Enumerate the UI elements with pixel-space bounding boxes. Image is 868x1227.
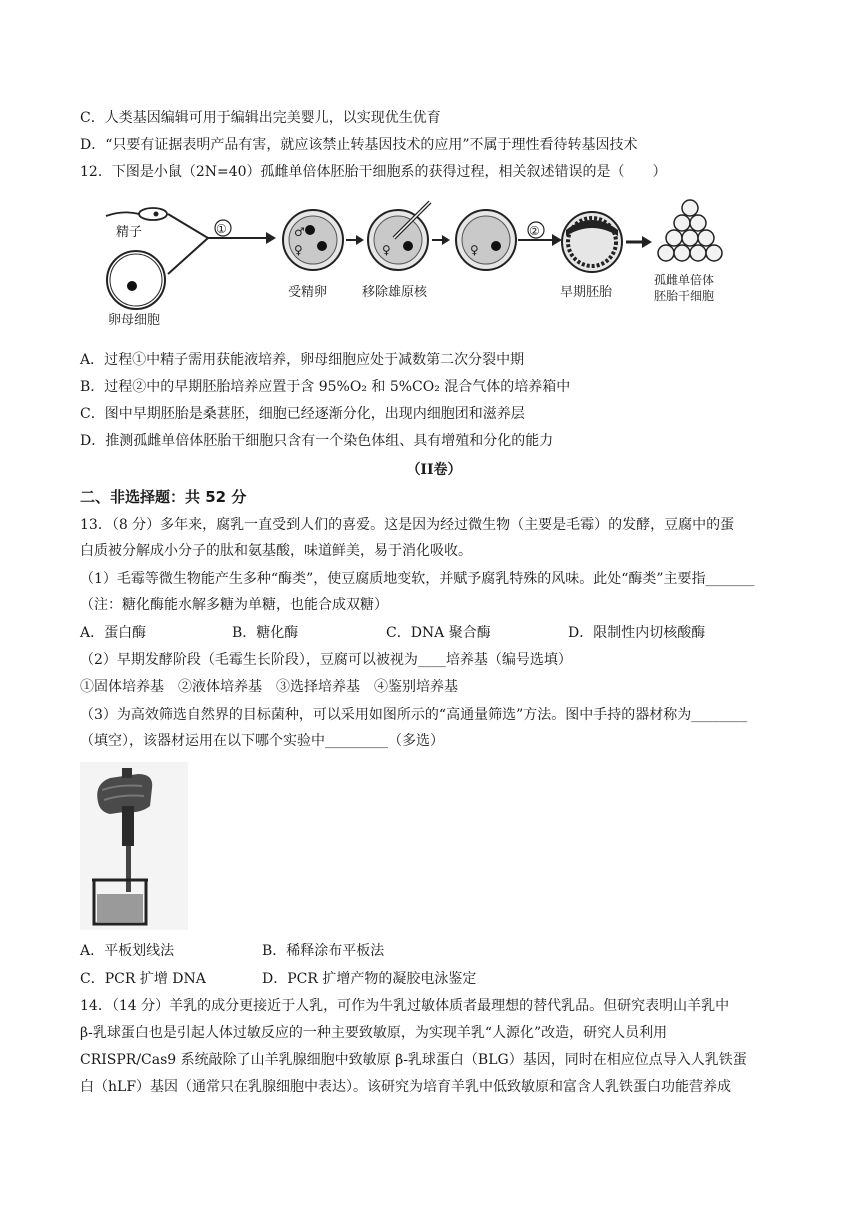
female-symbol: ♀ bbox=[294, 243, 303, 257]
q13-part2-options: ①固体培养基 ②液体培养基 ③选择培养基 ④鉴别培养基 bbox=[80, 679, 458, 695]
early-embryo bbox=[562, 212, 622, 272]
step2-marker: ② bbox=[529, 224, 540, 238]
q13-p1-option-c: C．DNA 聚合酶 bbox=[386, 625, 491, 641]
q13-p1-option-d: D．限制性内切核酸酶 bbox=[568, 625, 706, 641]
female-symbol-2: ♀ bbox=[382, 243, 391, 257]
q14-line-3: CRISPR/Cas9 系统敲除了山羊乳腺细胞中致敏原 β-乳球蛋白（BLG）基因，同时在相应位点导入人乳铁蛋 bbox=[80, 1052, 747, 1068]
removal-cell bbox=[368, 202, 430, 270]
zygote-label: 受精卵 bbox=[288, 285, 328, 300]
male-symbol: ♂ bbox=[294, 225, 305, 239]
q13-part1-a: （1）毛霉等微生物能产生多种“酶类”，使豆腐质地变软，并赋予腐乳特殊的风味。此处“酶类”主要指_______ bbox=[80, 571, 755, 587]
q11-option-c: C．人类基因编辑可用于编辑出完美婴儿，以实现优生优育 bbox=[80, 110, 441, 126]
q13-p3-option-c: C．PCR 扩增 DNA bbox=[80, 971, 206, 987]
q13-part1-b: （注：糖化酶能水解多糖为单糖，也能合成双糖） bbox=[80, 597, 388, 613]
q13-stem-2: 白质被分解成小分子的肽和氨基酸，味道鲜美，易于消化吸收。 bbox=[80, 543, 472, 559]
q12-option-c: C．图中早期胚胎是桑葚胚，细胞已经逐渐分化，出现内细胞团和滋养层 bbox=[80, 406, 525, 422]
q12-figure bbox=[98, 196, 728, 328]
early-embryo-label: 早期胚胎 bbox=[560, 285, 613, 300]
q12-stem: 12．下图是小鼠（2N=40）孤雌单倍体胚胎干细胞系的获得过程，相关叙述错误的是（ ） bbox=[80, 164, 667, 180]
q12-option-d: D．推测孤雌单倍体胚胎干细胞只含有一个染色体组、具有增殖和分化的能力 bbox=[80, 433, 554, 449]
final-label-2: 胚胎干细胞 bbox=[654, 289, 715, 303]
egg-label: 卵母细胞 bbox=[108, 313, 161, 328]
q13-p1-option-a: A．蛋白酶 bbox=[80, 625, 147, 641]
q14-line-1: 14．（14 分）羊乳的成分更接近于人乳，可作为牛乳过敏体质者最理想的替代乳品。但研究表明山羊乳中 bbox=[80, 998, 730, 1014]
q11-option-d: D．“只要有证据表明产品有害，就应该禁止转基因技术的应用”不属于理性看待转基因技术 bbox=[80, 137, 638, 153]
sperm-label: 精子 bbox=[116, 225, 143, 240]
q14-line-2: β-乳球蛋白也是引起人体过敏反应的一种主要致敏原，为实现羊乳“人源化”改造，研究人员利用 bbox=[80, 1025, 668, 1041]
q13-p3-option-b: B．稀释涂布平板法 bbox=[262, 943, 385, 959]
q13-p1-option-b: B．糖化酶 bbox=[232, 625, 299, 641]
q13-p3-option-a: A．平板划线法 bbox=[80, 943, 175, 959]
merge-lines bbox=[168, 214, 208, 274]
final-label-1: 孤雌单倍体 bbox=[654, 273, 715, 287]
zygote-cell bbox=[283, 210, 343, 270]
q14-line-4: 白（hLF）基因（通常只在乳腺细胞中表达）。该研究为培育羊乳中低致敏原和富含人乳铁蛋白功能营养成 bbox=[80, 1079, 732, 1095]
pipette-photo bbox=[80, 762, 188, 930]
stem-cell-cluster bbox=[658, 200, 722, 261]
q13-part3-a: （3）为高效筛选自然界的目标菌种，可以采用如图所示的“高通量筛选”方法。图中手持的器材称为________ bbox=[80, 707, 748, 723]
q13-part3-b: （填空），该器材运用在以下哪个实验中_________（多选） bbox=[80, 733, 444, 749]
q12-option-b: B．过程②中的早期胚胎培养应置于含 95%O₂ 和 5%CO₂ 混合气体的培养箱中 bbox=[80, 379, 571, 395]
q13-stem-1: 13．（8 分）多年来，腐乳一直受到人们的喜爱。这是因为经过微生物（主要是毛霉）的发酵，豆腐中的蛋 bbox=[80, 517, 735, 533]
q13-p3-option-d: D．PCR 扩增产物的凝胶电泳鉴定 bbox=[262, 971, 477, 987]
part2-heading: 二、非选择题：共 52 分 bbox=[80, 488, 247, 506]
sperm-shape bbox=[106, 208, 167, 220]
step1-marker: ① bbox=[216, 222, 227, 236]
remove-label: 移除雄原核 bbox=[362, 285, 428, 300]
egg-shape bbox=[107, 251, 165, 309]
q13-part2: （2）早期发酵阶段（毛霉生长阶段），豆腐可以被视为____培养基（编号选填） bbox=[80, 652, 572, 668]
part2-title: （II卷） bbox=[406, 462, 462, 478]
q12-option-a: A．过程①中精子需用获能液培养，卵母细胞应处于减数第二次分裂中期 bbox=[80, 352, 525, 368]
female-symbol-3: ♀ bbox=[470, 243, 479, 257]
haploid-cell bbox=[456, 210, 516, 270]
